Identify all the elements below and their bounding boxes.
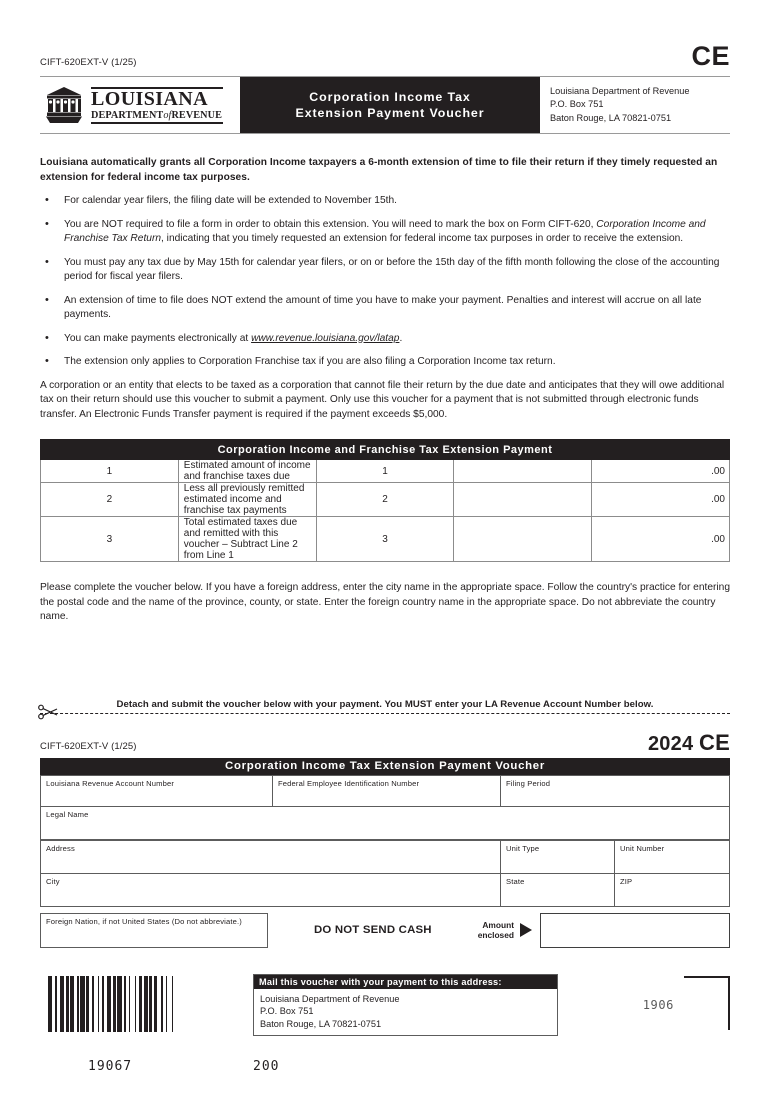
voucher-band-title: Corporation Income Tax Extension Payment Voucher bbox=[40, 758, 730, 775]
label-revenue-account-number: Louisiana Revenue Account Number bbox=[46, 778, 175, 788]
amount-enclosed-label-line1: Amount bbox=[482, 920, 514, 930]
latap-link[interactable]: www.revenue.louisiana.gov/latap bbox=[251, 332, 400, 344]
voucher-year: 2024 bbox=[647, 732, 694, 755]
mail-address-body bbox=[254, 989, 557, 1036]
payment-table bbox=[40, 439, 730, 562]
scissors-icon bbox=[38, 704, 58, 720]
payment-table-row bbox=[41, 460, 730, 483]
agency-address-line-1: Louisiana Department of Revenue bbox=[550, 85, 690, 96]
agency-address-line-3: Baton Rouge, LA 70821-0751 bbox=[550, 112, 672, 123]
payment-row-entry-field[interactable] bbox=[454, 517, 592, 562]
payment-row-number: 1 bbox=[41, 460, 179, 483]
instruction-bullet bbox=[40, 218, 730, 247]
payment-table-row bbox=[41, 483, 730, 517]
do-not-send-cash-notice: DO NOT SEND CASH bbox=[313, 924, 432, 936]
logo-dept-prefix: DEPARTMENT bbox=[91, 109, 164, 121]
payment-row-box-number: 3 bbox=[316, 517, 454, 562]
corner-number: 1906 bbox=[642, 997, 674, 1012]
instruction-bullet bbox=[40, 332, 730, 347]
barcode-bar bbox=[173, 976, 176, 1032]
payment-row-entry-field[interactable] bbox=[454, 483, 592, 517]
payment-row-cents: .00 bbox=[592, 460, 730, 483]
payment-row-entry-field[interactable] bbox=[454, 460, 592, 483]
label-state: State bbox=[506, 876, 525, 886]
mail-address-heading: Mail this voucher with your payment to this address: bbox=[254, 975, 557, 989]
label-zip: ZIP bbox=[620, 876, 633, 886]
label-foreign-nation: Foreign Nation, if not United States (Do not abbreviate.) bbox=[46, 916, 242, 926]
agency-address-header bbox=[540, 77, 730, 133]
instructions-bullet-list bbox=[40, 194, 730, 370]
field-foreign-nation[interactable] bbox=[40, 913, 268, 948]
payment-table-row bbox=[41, 517, 730, 562]
ocr-mid-number: 200 bbox=[253, 1058, 280, 1074]
amount-enclosed-label bbox=[478, 913, 518, 948]
payment-row-description: Estimated amount of income and franchise taxes due bbox=[178, 460, 316, 483]
instruction-bullet bbox=[40, 294, 730, 323]
field-legal-name[interactable] bbox=[41, 806, 730, 839]
cut-line bbox=[40, 713, 730, 714]
instructions-paragraph-2: Please complete the voucher below. If you have a foreign address, enter the city name in the appropriate space. Follow the country's practice for entering the postal code and the name of the province, county, or state. Enter the foreign country name in the appropriate space. Do not abbreviate the country name. bbox=[40, 582, 730, 622]
form-id-top: CIFT-620EXT-V (1/25) bbox=[40, 57, 137, 68]
logo-department-name bbox=[91, 110, 223, 122]
label-filing-period: Filing Period bbox=[506, 778, 551, 788]
bullet-text: You can make payments electronically at bbox=[64, 332, 252, 344]
field-state[interactable] bbox=[501, 873, 615, 906]
form-header-band bbox=[40, 76, 730, 134]
mail-address-box bbox=[253, 974, 558, 1037]
payment-row-description: Total estimated taxes due and remitted with this voucher – Subtract Line 2 from Line 1 bbox=[178, 517, 316, 562]
field-amount-enclosed[interactable] bbox=[540, 913, 730, 948]
instructions-lead: Louisiana automatically grants all Corporation Income taxpayers a 6-month extension of time to file their return if they timely requested an extension for federal income tax purposes. bbox=[40, 157, 718, 183]
detach-notice: Detach and submit the voucher below with your payment. You MUST enter your LA Revenue Account Number below. bbox=[116, 698, 654, 710]
bullet-text: . bbox=[399, 332, 403, 344]
payment-row-box-number: 1 bbox=[316, 460, 454, 483]
instruction-bullet bbox=[40, 355, 730, 370]
voucher-address-table bbox=[40, 840, 730, 907]
label-legal-name: Legal Name bbox=[46, 809, 89, 819]
payment-row-cents: .00 bbox=[592, 483, 730, 517]
voucher-bottom-strip bbox=[40, 913, 730, 948]
bullet-text: You are NOT required to file a form in order to obtain this extension. You will need to mark the box on Form CIFT-620, bbox=[64, 218, 597, 230]
instruction-bullet bbox=[40, 194, 730, 209]
form-title bbox=[240, 77, 540, 133]
agency-address-line-2: P.O. Box 751 bbox=[550, 99, 604, 110]
bullet-text: You must pay any tax due by May 15th for calendar year filers, or on or before the 15th day of the fifth month following the close of the accounting period for fiscal year filers. bbox=[64, 256, 720, 282]
ce-mark: CE bbox=[691, 41, 730, 71]
amount-enclosed-label-line2: enclosed bbox=[477, 930, 514, 940]
bullet-text: For calendar year filers, the filing date will be extended to November 15th. bbox=[64, 195, 397, 206]
field-city[interactable] bbox=[41, 873, 501, 906]
payment-row-cents: .00 bbox=[592, 517, 730, 562]
voucher-top-row bbox=[40, 730, 730, 754]
field-fein[interactable] bbox=[273, 775, 501, 806]
amount-arrow bbox=[518, 913, 540, 948]
voucher-year-block bbox=[647, 729, 730, 755]
instruction-bullet bbox=[40, 256, 730, 285]
logo-dept-of: of bbox=[163, 109, 172, 121]
ocr-left-number: 19067 bbox=[88, 1058, 133, 1074]
field-address[interactable] bbox=[41, 840, 501, 873]
mail-address-line-2: P.O. Box 751 bbox=[260, 1006, 314, 1016]
detach-section bbox=[40, 699, 730, 725]
field-unit-number[interactable] bbox=[615, 840, 730, 873]
agency-logo-text bbox=[91, 87, 223, 124]
bullet-text: An extension of time to file does NOT extend the amount of time you have to make your payment. Penalties and interest will accrue on all late payments. bbox=[64, 294, 702, 320]
top-meta-row bbox=[40, 0, 730, 70]
label-unit-number: Unit Number bbox=[620, 843, 665, 853]
field-unit-type[interactable] bbox=[501, 840, 615, 873]
agency-logo bbox=[40, 77, 240, 133]
voucher-form-id: CIFT-620EXT-V (1/25) bbox=[40, 740, 137, 752]
label-city: City bbox=[46, 876, 60, 886]
registration-corner-mark bbox=[684, 976, 730, 1030]
payment-table-heading: Corporation Income and Franchise Tax Extension Payment bbox=[41, 440, 730, 460]
field-revenue-account-number[interactable] bbox=[41, 775, 273, 806]
payment-row-number: 3 bbox=[41, 517, 179, 562]
mail-address-line-1: Louisiana Department of Revenue bbox=[260, 993, 400, 1004]
bullet-text: The extension only applies to Corporation Franchise tax if you are also filing a Corporation Income tax return. bbox=[64, 356, 556, 367]
field-filing-period[interactable] bbox=[501, 775, 730, 806]
payment-row-description: Less all previously remitted estimated income and franchise tax payments bbox=[178, 483, 316, 517]
bullet-text: , indicating that you timely requested an extension for federal income tax purposes in order to receive the extension. bbox=[161, 233, 684, 244]
bullet-italic-text: Corporation Income and Franchise Tax Return bbox=[64, 218, 706, 244]
payment-row-box-number: 2 bbox=[316, 483, 454, 517]
voucher-field-table bbox=[40, 775, 730, 840]
label-address: Address bbox=[46, 843, 75, 853]
logo-state-name: LOUISIANA bbox=[91, 87, 208, 110]
logo-dept-suffix: REVENUE bbox=[171, 109, 222, 121]
label-unit-type: Unit Type bbox=[506, 843, 540, 853]
logo-rule-bottom bbox=[91, 122, 223, 124]
payment-row-number: 2 bbox=[41, 483, 179, 517]
barcode bbox=[48, 976, 176, 1032]
voucher-ce-mark: CE bbox=[699, 729, 730, 755]
instructions-paragraph-1: A corporation or an entity that elects to be taxed as a corporation that cannot file their return by the due date and anticipates that they will owe additional tax on their return should use this voucher to submit a payment. Only use this voucher for a payment that is not submitted through electronic funds transfer. An Electronic Funds Transfer payment is required if the payment exceeds $5,000. bbox=[40, 379, 725, 420]
capitol-building-icon bbox=[44, 86, 84, 124]
triangle-right-icon bbox=[518, 921, 534, 939]
field-zip[interactable] bbox=[615, 873, 730, 906]
label-fein: Federal Employee Identification Number bbox=[278, 778, 420, 788]
mail-address-line-3: Baton Rouge, LA 70821-0751 bbox=[260, 1018, 382, 1029]
form-title-line1: Corporation Income Tax bbox=[309, 90, 471, 104]
form-title-line2: Extension Payment Voucher bbox=[295, 106, 485, 120]
voucher-footer bbox=[40, 974, 730, 1094]
